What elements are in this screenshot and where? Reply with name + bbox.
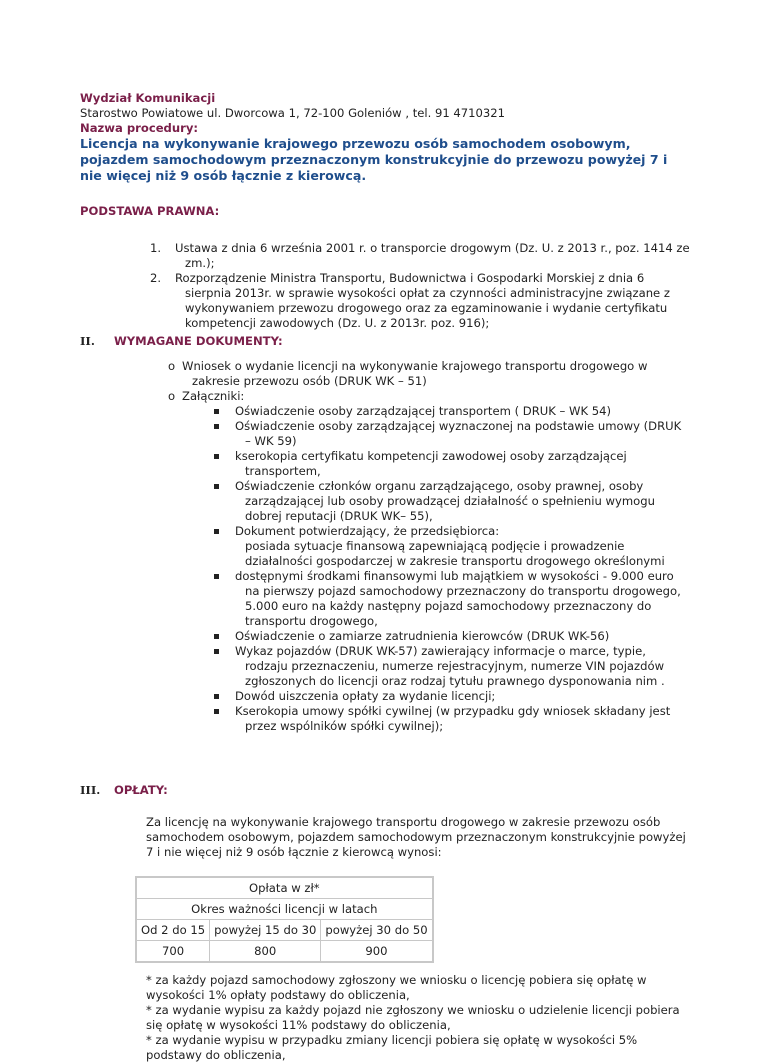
fees-intro: Za licencję na wykonywanie krajowego transportu drogowego w zakresie przewozu osób samochodem osobowym, pojazdem samochodowym przeznaczonym konstrukcyjnie powyżej 7 i nie więcej niż 9 osób łącznie z kierowcą wynosi:: [146, 815, 686, 859]
table-cell: 800: [210, 941, 321, 963]
circle-bullet-icon: o: [168, 359, 176, 373]
document-page: [80, 91, 690, 1063]
list-number: 1.: [150, 241, 162, 255]
list-item: [80, 389, 690, 734]
list-item: [80, 419, 690, 449]
table-column-header: powyżej 30 do 50: [321, 920, 433, 941]
list-item: [80, 449, 690, 479]
list-item: [80, 271, 690, 331]
attachment-text: kserokopia certyfikatu kompetencji zawodowej osoby zarządzającej transportem,: [235, 449, 627, 478]
table-row: [136, 941, 433, 963]
square-bullet-icon: [214, 424, 219, 429]
square-bullet-icon: [214, 694, 219, 699]
square-bullet-icon: [214, 649, 219, 654]
attachments-list: [182, 404, 690, 734]
legal-basis-heading: PODSTAWA PRAWNA:: [80, 204, 220, 218]
section-title: WYMAGANE DOKUMENTY:: [114, 334, 283, 348]
office-address: Starostwo Powiatowe ul. Dworcowa 1, 72-100 Goleniów , tel. 91 4710321: [80, 106, 506, 120]
fee-note: * za wydanie wypisu w przypadku zmiany licencji pobiera się opłatę w wysokości 5% podstawy do obliczenia,: [146, 1033, 638, 1062]
attachment-text: Dowód uiszczenia opłaty za wydanie licencji;: [235, 689, 496, 703]
attachment-text: Wykaz pojazdów (DRUK WK-57) zawierający informacje o marce, typie, rodzaju przeznaczeniu, numerze rejestracyjnym, numerze VIN pojazdów zgłoszonych do licencji oraz rodzaj tytułu prawnego dysponowania nim .: [235, 644, 665, 688]
square-bullet-icon: [214, 574, 219, 579]
square-bullet-icon: [214, 709, 219, 714]
list-item: [80, 644, 690, 689]
table-column-header: powyżej 15 do 30: [210, 920, 321, 941]
table-column-header: Od 2 do 15: [136, 920, 210, 941]
list-item: [80, 689, 690, 704]
documents-list: [80, 359, 690, 734]
list-number: 2.: [150, 271, 162, 285]
list-item: [80, 241, 690, 271]
list-item: [80, 524, 690, 569]
square-bullet-icon: [214, 529, 219, 534]
procedure-title: Licencja na wykonywanie krajowego przewozu osób samochodem osobowym, pojazdem samochodowym przeznaczonym konstrukcyjnie do przewozu powyżej 7 i nie więcej niż 9 osób łącznie z kierowcą.: [80, 136, 668, 183]
list-item: [80, 359, 690, 389]
fee-note: * za wydanie wypisu za każdy pojazd nie zgłoszony we wniosku o udzielenie licencji pobiera się opłatę w wysokości 11% podstawy do obliczenia,: [146, 1003, 680, 1032]
table-cell: 900: [321, 941, 433, 963]
fees-table: [135, 876, 434, 963]
fees-table-header: Opłata w zł*: [136, 877, 433, 899]
fee-note: * za każdy pojazd samochodowy zgłoszony we wniosku o licencję pobiera się opłatę w wysokości 1% opłaty podstawy do obliczenia,: [146, 973, 647, 1002]
legal-basis-list: [80, 241, 690, 331]
attachments-label: Załączniki:: [182, 389, 245, 403]
department-name: Wydział Komunikacji: [80, 91, 216, 105]
square-bullet-icon: [214, 634, 219, 639]
attachment-text: Kserokopia umowy spółki cywilnej (w przypadku gdy wniosek składany jest przez wspólników spółki cywilnej);: [235, 704, 671, 733]
section-number: III.: [80, 783, 101, 797]
list-item: [80, 629, 690, 644]
attachment-text: Dokument potwierdzający, że przedsiębiorca: posiada sytuacje finansową zapewniającą podjęcie i prowadzenie działalności gospodarczej w zakresie transportu drogowego określonymi: [235, 524, 665, 568]
list-item: [80, 404, 690, 419]
attachment-text: dostępnymi środkami finansowymi lub majątkiem w wysokości - 9.000 euro na pierwszy pojazd samochodowy przeznaczony do transportu drogowego, 5.000 euro na każdy następny pojazd samochodowy przeznaczony do transportu drogowego,: [235, 569, 681, 628]
procedure-label: Nazwa procedury:: [80, 121, 199, 135]
section-number: II.: [80, 334, 95, 348]
fees-heading: [80, 783, 690, 798]
circle-bullet-icon: o: [168, 389, 176, 403]
fees-table-subheader: Okres ważności licencji w latach: [136, 899, 433, 920]
list-item: [80, 479, 690, 524]
legal-basis-text: Rozporządzenie Ministra Transportu, Budownictwa i Gospodarki Morskiej z dnia 6 sierpnia 2013r. w sprawie wysokości opłat za czynności administracyjne związane z wykonywaniem przewozu drogowego oraz za egzaminowanie i wydanie certyfikatu kompetencji zawodowych (Dz. U. z 2013r. poz. 916);: [175, 271, 670, 330]
fee-notes: [146, 973, 690, 1063]
table-row: [136, 920, 433, 941]
attachment-text: Oświadczenie o zamiarze zatrudnienia kierowców (DRUK WK-56): [235, 629, 610, 643]
list-item: [80, 569, 690, 629]
table-cell: 700: [136, 941, 210, 963]
square-bullet-icon: [214, 409, 219, 414]
legal-basis-text: Ustawa z dnia 6 września 2001 r. o transporcie drogowym (Dz. U. z 2013 r., poz. 1414 ze zm.);: [175, 241, 690, 270]
attachment-text: Oświadczenie osoby zarządzającej transportem ( DRUK – WK 54): [235, 404, 612, 418]
square-bullet-icon: [214, 454, 219, 459]
required-documents-heading: [80, 334, 690, 349]
attachment-text: Oświadczenie osoby zarządzającej wyznaczonej na podstawie umowy (DRUK – WK 59): [235, 419, 682, 448]
attachment-text: Oświadczenie członków organu zarządzającego, osoby prawnej, osoby zarządzającej lub osoby prowadzącej działalność o spełnieniu wymogu dobrej reputacji (DRUK WK– 55),: [235, 479, 655, 523]
section-title: OPŁATY:: [114, 783, 168, 797]
list-item: [80, 704, 690, 734]
square-bullet-icon: [214, 484, 219, 489]
application-text: Wniosek o wydanie licencji na wykonywanie krajowego transportu drogowego w zakresie przewozu osób (DRUK WK – 51): [182, 359, 648, 388]
